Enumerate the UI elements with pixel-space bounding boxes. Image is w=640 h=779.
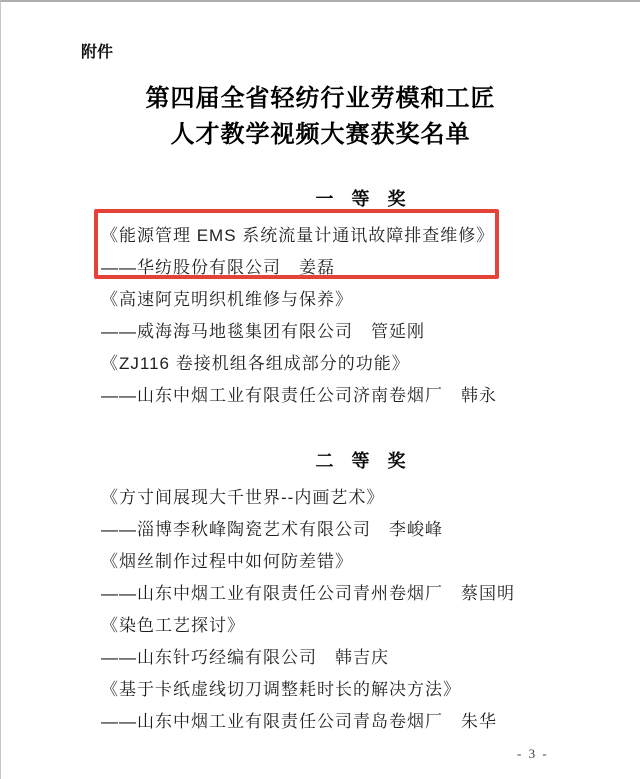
award-entry (101, 546, 620, 610)
award-entry (101, 482, 620, 546)
entry-title: 《ZJ116 卷接机组各组成部分的功能》 (101, 354, 410, 373)
entry-title: 《能源管理 EMS 系统流量计通讯故障排查维修》 (101, 226, 495, 245)
entry-winner: ——威海海马地毯集团有限公司 管延刚 (101, 322, 425, 341)
award-level-heading: 二 等 奖 (315, 451, 406, 471)
entry-title: 《烟丝制作过程中如何防差错》 (101, 552, 353, 571)
entry-winner: ——山东中烟工业有限责任公司青州卷烟厂 蔡国明 (101, 584, 515, 603)
award-entry (101, 284, 620, 348)
award-entry (101, 348, 620, 412)
doc-title-line2: 人才教学视频大赛获奖名单 (170, 121, 471, 148)
entry-winner: ——华纺股份有限公司 姜磊 (101, 258, 335, 277)
entry-title: 《基于卡纸虚线切刀调整耗时长的解决方法》 (101, 680, 461, 699)
doc-title-line1: 第四届全省轻纺行业劳模和工匠 (145, 85, 496, 112)
award-entry (101, 220, 620, 284)
award-sections (1, 188, 640, 738)
award-entry (101, 610, 620, 674)
award-level-heading: 一 等 奖 (315, 189, 406, 209)
attachment-label: 附件 (81, 44, 114, 61)
entry-winner: ——山东中烟工业有限责任公司青岛卷烟厂 朱华 (101, 712, 497, 731)
entry-winner: ——淄博李秋峰陶瓷艺术有限公司 李峻峰 (101, 520, 443, 539)
entry-winner: ——山东中烟工业有限责任公司济南卷烟厂 韩永 (101, 386, 497, 405)
entry-title: 《方寸间展现大千世界--内画艺术》 (101, 488, 385, 507)
entry-title: 《染色工艺探讨》 (101, 616, 245, 635)
page-number: - 3 - (517, 746, 549, 761)
entry-title: 《高速阿克明织机维修与保养》 (101, 290, 353, 309)
award-entry (101, 674, 620, 738)
entry-winner: ——山东针巧经编有限公司 韩吉庆 (101, 648, 389, 667)
